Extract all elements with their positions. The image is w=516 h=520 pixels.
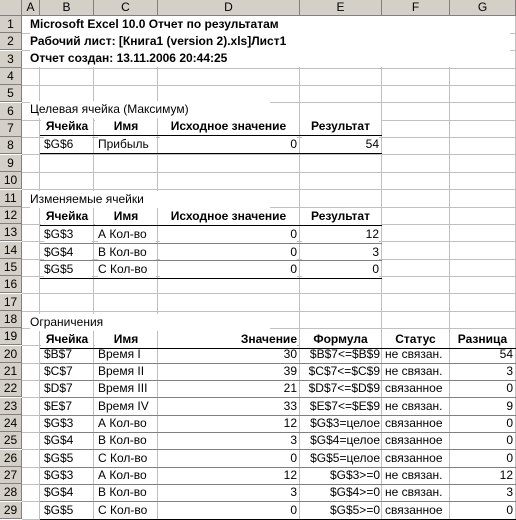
constraint-formula[interactable]: $C$7<=$C$9 bbox=[308, 364, 380, 378]
constraint-name[interactable]: А Кол-во bbox=[98, 416, 147, 430]
row-header[interactable]: 18 bbox=[0, 311, 22, 328]
target-cell-ref[interactable]: $G$6 bbox=[44, 136, 92, 153]
column-header-e[interactable]: E bbox=[300, 0, 382, 16]
constraint-value[interactable]: 21 bbox=[283, 381, 297, 395]
changing-header-name[interactable]: Имя bbox=[95, 208, 157, 225]
constraint-slack[interactable]: 9 bbox=[506, 399, 513, 413]
constraint-status[interactable]: связанное bbox=[385, 416, 443, 430]
constraint-name[interactable]: Время III bbox=[98, 381, 148, 395]
target-header-initial[interactable]: Исходное значение bbox=[158, 118, 299, 135]
changing-cell-ref[interactable]: $G$3 bbox=[44, 226, 92, 243]
constraint-value[interactable]: 30 bbox=[283, 347, 297, 361]
constraint-cell-ref[interactable]: $D$7 bbox=[44, 381, 73, 395]
constraint-slack[interactable]: 0 bbox=[506, 416, 513, 430]
constraint-name[interactable]: В Кол-во bbox=[98, 433, 147, 447]
row-header[interactable]: 24 bbox=[0, 415, 22, 432]
row-header[interactable]: 4 bbox=[0, 68, 22, 85]
row-header[interactable]: 11 bbox=[0, 190, 22, 207]
constraint-cell-ref[interactable]: $B$7 bbox=[44, 347, 73, 361]
changing-cell-result[interactable]: 3 bbox=[302, 244, 379, 261]
constraint-status[interactable]: не связан. bbox=[385, 364, 443, 378]
gridline bbox=[22, 154, 516, 155]
changing-header-cell[interactable]: Ячейка bbox=[41, 208, 93, 225]
row-header[interactable]: 10 bbox=[0, 172, 22, 189]
row-header[interactable]: 2 bbox=[0, 33, 22, 50]
row-header[interactable]: 7 bbox=[0, 120, 22, 137]
constraint-slack[interactable]: 54 bbox=[499, 347, 513, 361]
column-header-a[interactable]: A bbox=[22, 0, 40, 16]
constraint-status[interactable]: связанное bbox=[385, 451, 443, 465]
constraint-slack[interactable]: 0 bbox=[506, 451, 513, 465]
section-title-changing[interactable]: Изменяемые ячейки bbox=[30, 191, 270, 208]
constraint-cell-ref[interactable]: $G$3 bbox=[44, 468, 74, 482]
constraint-status[interactable]: не связан. bbox=[385, 347, 443, 361]
section-title-target[interactable]: Целевая ячейка (Максимум) bbox=[30, 101, 270, 118]
select-all-corner[interactable] bbox=[0, 0, 22, 16]
row-header[interactable]: 27 bbox=[0, 467, 22, 484]
constraint-cell-ref[interactable]: $G$4 bbox=[44, 433, 74, 447]
section-title-constraints[interactable]: Ограничения bbox=[30, 314, 270, 331]
changing-cell-ref[interactable]: $G$5 bbox=[44, 261, 92, 278]
constraint-slack[interactable]: 3 bbox=[506, 485, 513, 499]
row-header[interactable]: 15 bbox=[0, 259, 22, 276]
row-header[interactable]: 28 bbox=[0, 484, 22, 501]
gridline bbox=[22, 189, 516, 190]
constraint-cell-ref[interactable]: $E$7 bbox=[44, 399, 73, 413]
changing-cell-result[interactable]: 0 bbox=[302, 261, 379, 278]
constraints-header-slack[interactable]: Разница bbox=[450, 331, 515, 348]
row-header[interactable]: 25 bbox=[0, 432, 22, 449]
row-header[interactable]: 6 bbox=[0, 103, 22, 120]
constraint-name[interactable]: Время IV bbox=[98, 399, 149, 413]
row-header[interactable]: 16 bbox=[0, 276, 22, 293]
changing-cell-initial[interactable]: 0 bbox=[160, 226, 297, 243]
constraint-status[interactable]: связанное bbox=[385, 503, 443, 517]
row-header[interactable]: 5 bbox=[0, 85, 22, 102]
row-header[interactable]: 21 bbox=[0, 363, 22, 380]
constraint-status[interactable]: не связан. bbox=[385, 468, 443, 482]
constraint-slack[interactable]: 0 bbox=[506, 433, 513, 447]
row-header[interactable]: 13 bbox=[0, 224, 22, 241]
constraint-cell-ref[interactable]: $G$4 bbox=[44, 485, 74, 499]
table-rule bbox=[40, 278, 382, 279]
constraint-status[interactable]: не связан. bbox=[385, 399, 443, 413]
constraint-formula[interactable]: $G$4=целое bbox=[310, 433, 380, 447]
constraint-value[interactable]: 33 bbox=[283, 399, 297, 413]
constraint-name[interactable]: С Кол-во bbox=[98, 503, 148, 517]
row-header[interactable]: 29 bbox=[0, 502, 22, 519]
constraint-value[interactable]: 0 bbox=[290, 451, 297, 465]
constraint-name[interactable]: С Кол-во bbox=[98, 451, 148, 465]
constraint-formula[interactable]: $G$4>=0 bbox=[329, 485, 380, 499]
changing-header-initial[interactable]: Исходное значение bbox=[158, 208, 299, 225]
constraint-slack[interactable]: 0 bbox=[506, 503, 513, 517]
constraint-cell-ref[interactable]: $C$7 bbox=[44, 364, 73, 378]
row-header[interactable]: 9 bbox=[0, 155, 22, 172]
constraint-value[interactable]: 3 bbox=[290, 433, 297, 447]
row-header[interactable]: 8 bbox=[0, 137, 22, 154]
constraint-name[interactable]: В Кол-во bbox=[98, 485, 147, 499]
column-header-g[interactable]: G bbox=[450, 0, 516, 16]
changing-cell-name[interactable]: В Кол-во bbox=[98, 244, 156, 261]
changing-cell-ref[interactable]: $G$4 bbox=[44, 244, 92, 261]
column-header-c[interactable]: C bbox=[94, 0, 158, 16]
constraint-status[interactable]: связанное bbox=[385, 433, 443, 447]
table-rule bbox=[40, 153, 382, 154]
gridline bbox=[157, 16, 158, 520]
target-header-name[interactable]: Имя bbox=[95, 118, 157, 135]
changing-header-result[interactable]: Результат bbox=[300, 208, 381, 225]
target-header-cell[interactable]: Ячейка bbox=[41, 118, 93, 135]
gridline bbox=[381, 16, 382, 520]
changing-cell-name[interactable]: А Кол-во bbox=[98, 226, 156, 243]
row-header[interactable]: 3 bbox=[0, 51, 22, 68]
gridline bbox=[22, 172, 516, 173]
constraint-name[interactable]: Время I bbox=[98, 347, 141, 361]
report-created[interactable]: Отчет создан: 13.11.2006 20:44:25 bbox=[30, 50, 510, 67]
gridline bbox=[22, 293, 516, 294]
constraint-formula[interactable]: $G$3=целое bbox=[310, 416, 380, 430]
row-header[interactable]: 14 bbox=[0, 242, 22, 259]
constraint-value[interactable]: 3 bbox=[290, 485, 297, 499]
report-worksheet[interactable]: Рабочий лист: [Книга1 (version 2).xls]Лист1 bbox=[30, 33, 510, 50]
constraint-formula[interactable]: $G$5=целое bbox=[310, 451, 380, 465]
constraint-value[interactable]: 0 bbox=[290, 503, 297, 517]
changing-cell-initial[interactable]: 0 bbox=[160, 244, 297, 261]
target-cell-initial[interactable]: 0 bbox=[160, 136, 297, 153]
constraint-value[interactable]: 12 bbox=[283, 416, 297, 430]
row-header[interactable]: 23 bbox=[0, 398, 22, 415]
constraint-formula[interactable]: $E$7<=$E$9 bbox=[309, 399, 380, 413]
target-header-result[interactable]: Результат bbox=[300, 118, 381, 135]
row-header[interactable]: 17 bbox=[0, 294, 22, 311]
constraints-header-name[interactable]: Имя bbox=[95, 331, 157, 348]
constraint-name[interactable]: Время II bbox=[98, 364, 145, 378]
constraint-formula[interactable]: $G$3>=0 bbox=[329, 468, 380, 482]
constraints-header-value[interactable]: Значение bbox=[158, 331, 297, 348]
column-header-b[interactable]: B bbox=[40, 0, 94, 16]
row-header[interactable]: 12 bbox=[0, 207, 22, 224]
constraints-header-cell[interactable]: Ячейка bbox=[41, 331, 93, 348]
report-title[interactable]: Microsoft Excel 10.0 Отчет по результатам bbox=[30, 16, 510, 33]
gridline bbox=[22, 311, 516, 312]
gridline bbox=[449, 16, 450, 520]
constraint-name[interactable]: А Кол-во bbox=[98, 468, 147, 482]
constraint-status[interactable]: не связан. bbox=[385, 485, 443, 499]
changing-cell-initial[interactable]: 0 bbox=[160, 261, 297, 278]
target-cell-name[interactable]: Прибыль bbox=[98, 136, 156, 153]
changing-cell-name[interactable]: С Кол-во bbox=[98, 261, 156, 278]
gridline bbox=[22, 68, 516, 69]
constraints-header-formula[interactable]: Формула bbox=[300, 331, 381, 348]
row-header[interactable]: 22 bbox=[0, 380, 22, 397]
column-header-f[interactable]: F bbox=[382, 0, 450, 16]
constraint-formula[interactable]: $G$5>=0 bbox=[329, 503, 380, 517]
constraint-formula[interactable]: $D$7<=$D$9 bbox=[308, 381, 380, 395]
constraint-slack[interactable]: 0 bbox=[506, 381, 513, 395]
row-header[interactable]: 19 bbox=[0, 328, 22, 345]
constraint-value[interactable]: 39 bbox=[283, 364, 297, 378]
row-header[interactable]: 1 bbox=[0, 16, 22, 33]
constraint-value[interactable]: 12 bbox=[283, 468, 297, 482]
gridline bbox=[93, 16, 94, 520]
row-header[interactable]: 26 bbox=[0, 450, 22, 467]
row-header[interactable]: 20 bbox=[0, 346, 22, 363]
constraint-cell-ref[interactable]: $G$5 bbox=[44, 503, 74, 517]
constraint-slack[interactable]: 12 bbox=[499, 468, 513, 482]
gridline bbox=[39, 16, 40, 520]
gridline bbox=[22, 85, 516, 86]
constraint-status[interactable]: связанное bbox=[385, 381, 443, 395]
constraint-formula[interactable]: $B$7<=$B$9 bbox=[309, 347, 380, 361]
constraint-cell-ref[interactable]: $G$5 bbox=[44, 451, 74, 465]
target-cell-result[interactable]: 54 bbox=[302, 136, 379, 153]
column-header-d[interactable]: D bbox=[158, 0, 300, 16]
constraint-cell-ref[interactable]: $G$3 bbox=[44, 416, 74, 430]
constraints-header-status[interactable]: Статус bbox=[382, 331, 449, 348]
constraint-slack[interactable]: 3 bbox=[506, 364, 513, 378]
changing-cell-result[interactable]: 12 bbox=[302, 226, 379, 243]
